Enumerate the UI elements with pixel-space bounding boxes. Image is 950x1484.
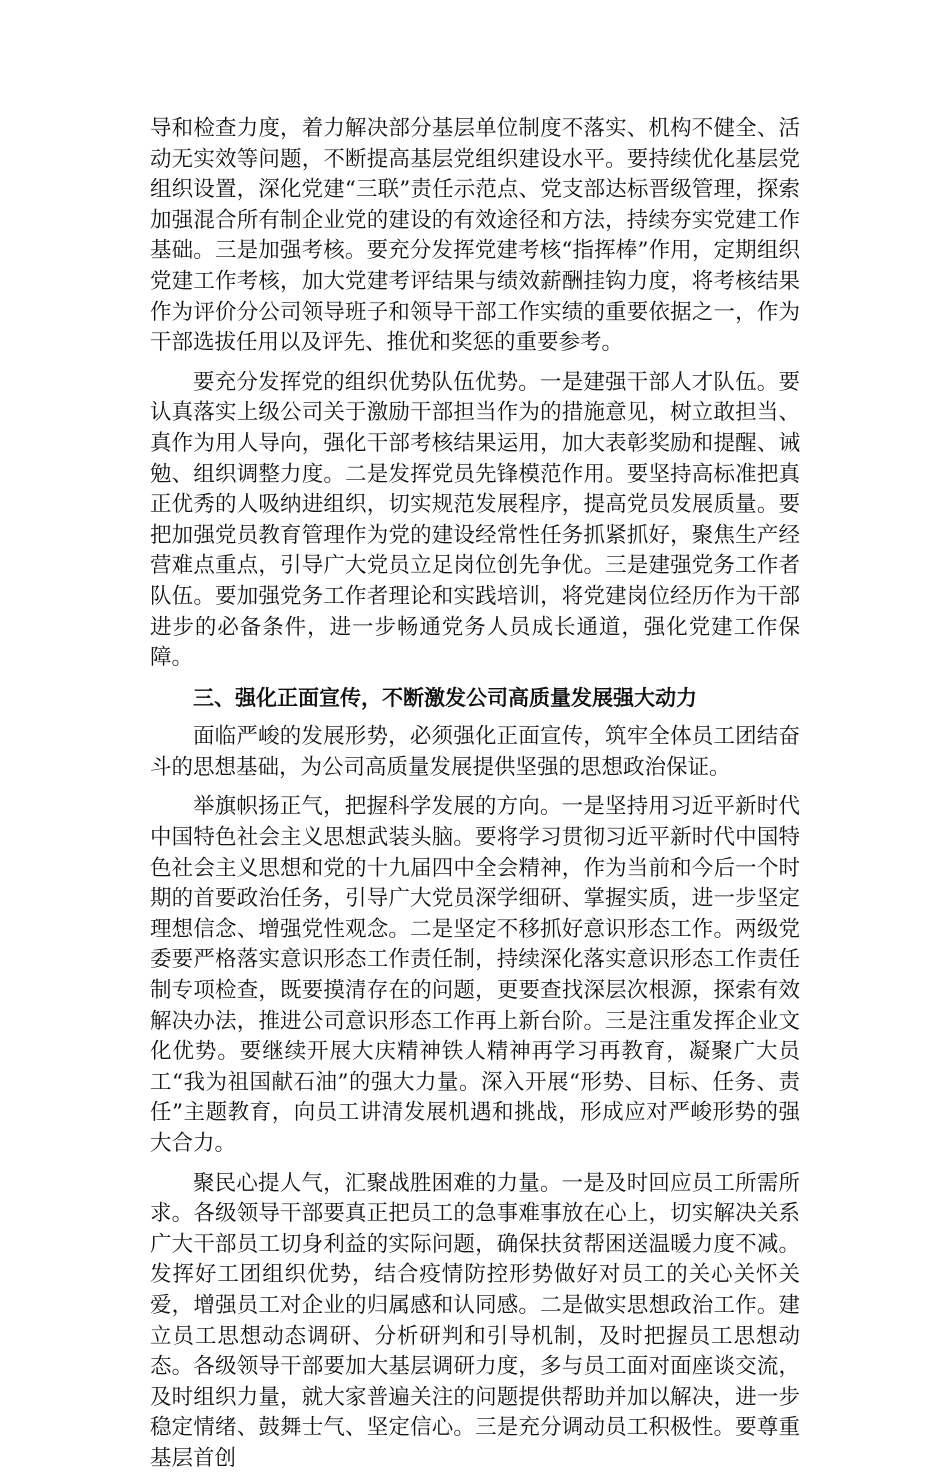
paragraph-gather-hearts: 聚民心提人气，汇聚战胜困难的力量。一是及时回应员工所需所求。各级领导干部要真正把员工的急事难事放在心上，切实解决关系广大干部员工切身利益的实际问题，确保扶贫帮困送温暖力度不减。发挥好工团组织优势，结合疫情防控形势做好对员工的关心关怀关爱，增强员工对企业的归属感和认同感。二是做实思想政治工作。建立员工思想动态调研、分析研判和引导机制，及时把握员工思想动态。各级领导干部要加大基层调研力度，多与员工面对面座谈交流，及时组织力量，就大家普遍关注的问题提供帮助并加以解决，进一步稳定情绪、鼓舞士气、坚定信心。三是充分调动员工积极性。要尊重基层首创 xyxy=(150,1170,800,1471)
paragraph-raise-banner: 举旗帜扬正气，把握科学发展的方向。一是坚持用习近平新时代中国特色社会主义思想武装头脑。要将学习贯彻习近平新时代中国特色社会主义思想和党的十九届四中全会精神，作为当前和今后一个时期的首要政治任务，引导广大党员深学细研、掌握实质，进一步坚定理想信念、增强党性观念。二是坚定不移抓好意识形态工作。两级党委要严格落实意识形态工作责任制，持续深化落实意识形态工作责任制专项检查，既要摸清存在的问题，更要查找深层次根源，探索有效解决办法，推进公司意识形态工作再上新台阶。三是注重发挥企业文化优势。要继续开展大庆精神铁人精神再学习再教育，凝聚广大员工“我为祖国献石油”的强大力量。深入开展“形势、目标、任务、责任”主题教育，向员工讲清发展机遇和挑战，形成应对严峻形势的强大合力。 xyxy=(150,794,800,1156)
paragraph-continuation: 导和检查力度，着力解决部分基层单位制度不落实、机构不健全、活动无实效等问题，不断提高基层党组织建设水平。要持续优化基层党组织设置，深化党建“三联”责任示范点、党支部达标晋级管理，探索加强混合所有制企业党的建设的有效途径和方法，持续夯实党建工作基础。三是加强考核。要充分发挥党建考核“指挥棒”作用，定期组织党建工作考核，加大党建考评结果与绩效薪酬挂钩力度，将考核结果作为评价分公司领导班子和领导干部工作实绩的重要依据之一，作为干部选拔任用以及评先、推优和奖惩的重要参考。 xyxy=(150,116,800,356)
paragraph-organization-advantage: 要充分发挥党的组织优势队伍优势。一是建强干部人才队伍。要认真落实上级公司关于激励干部担当作为的措施意见，树立敢担当、真作为用人导向，强化干部考核结果运用，加大表彰奖励和提醒、诫勉、组织调整力度。二是发挥党员先锋模范作用。要坚持高标准把真正优秀的人吸纳进组织，切实规范发展程序，提高党员发展质量。要把加强党员教育管理作为党的建设经常性任务抓紧抓好，聚焦生产经营难点重点，引导广大党员立足岗位创先争优。三是建强党务工作者队伍。要加强党务工作者理论和实践培训，将党建岗位经历作为干部进步的必备条件，进一步畅通党务人员成长通道，强化党建工作保障。 xyxy=(150,369,800,671)
document-body xyxy=(150,114,800,1484)
paragraph-development-situation: 面临严峻的发展形势，必须强化正面宣传，筑牢全体员工团结奋斗的思想基础，为公司高质量发展提供坚强的思想政治保证。 xyxy=(150,724,800,780)
section-heading-3: 三、强化正面宣传，不断激发公司高质量发展强大动力 xyxy=(193,685,697,710)
